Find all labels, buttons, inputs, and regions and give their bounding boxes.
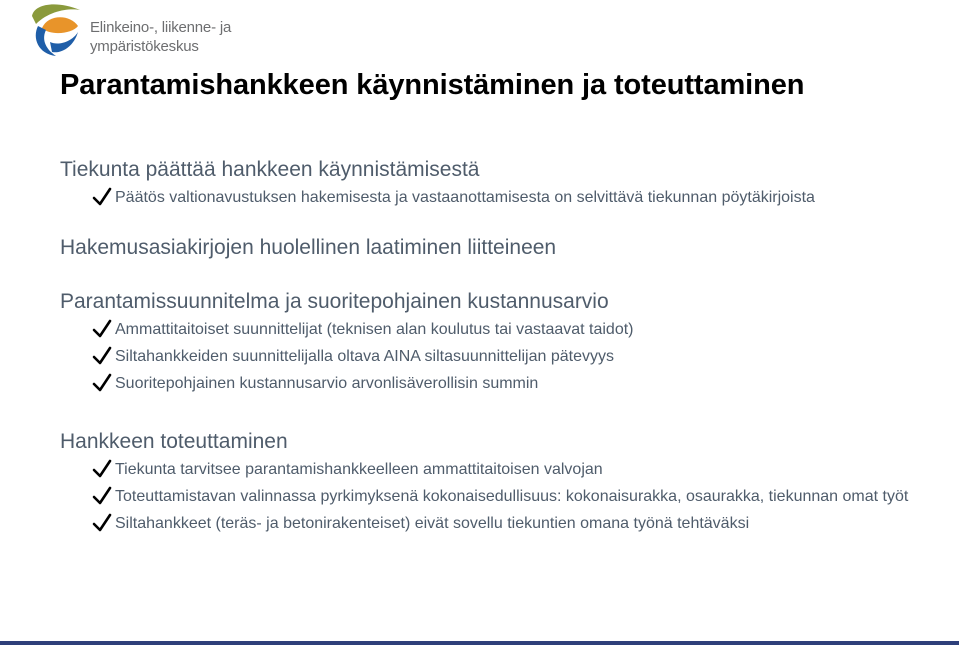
list-item-text: Tiekunta tarvitsee parantamishankkeelleen ammattitaitoisen valvojan — [115, 461, 603, 478]
section-heading: Hakemusasiakirjojen huolellinen laatiminen liitteineen — [60, 236, 557, 259]
check-list — [60, 319, 940, 395]
section-execution — [60, 429, 940, 535]
section-launch — [60, 157, 940, 209]
ely-logo — [28, 2, 258, 58]
checkmark-icon — [92, 373, 112, 393]
logo-line-2: ympäristökeskus — [90, 38, 199, 55]
ely-logo-icon — [28, 2, 86, 58]
section-heading: Tiekunta päättää hankkeen käynnistämisestä — [60, 158, 480, 181]
check-list — [60, 459, 940, 535]
checkmark-icon — [92, 486, 112, 506]
list-item-text: Suoritepohjainen kustannusarvio arvonlisäverollisin summin — [115, 375, 539, 392]
check-list — [60, 187, 940, 209]
checkmark-icon — [92, 346, 112, 366]
logo-line-1: Elinkeino-, liikenne- ja — [90, 19, 232, 36]
list-item — [60, 187, 940, 209]
list-item-text: Päätös valtionavustuksen hakemisesta ja vastaanottamisesta on selvittävä tiekunnan pöytäkirjoista — [115, 189, 815, 206]
list-item-text: Siltahankkeiden suunnittelijalla oltava AINA siltasuunnittelijan pätevyys — [115, 348, 614, 365]
checkmark-icon — [92, 319, 112, 339]
section-plan — [60, 289, 940, 395]
logo-text — [90, 18, 231, 56]
list-item-text: Siltahankkeet (teräs- ja betonirakenteiset) eivät sovellu tiekuntien omana työnä tehtäväksi — [115, 515, 750, 532]
list-item — [60, 486, 940, 508]
page-title: Parantamishankkeen käynnistäminen ja toteuttaminen — [60, 69, 805, 101]
list-item-text: Toteuttamistavan valinnassa pyrkimyksenä kokonaisedullisuus: kokonaisurakka, osaurakka, tiekunnan omat työt — [115, 488, 909, 505]
checkmark-icon — [92, 187, 112, 207]
list-item — [60, 346, 940, 368]
section-documents — [60, 235, 940, 261]
list-item — [60, 319, 940, 341]
footer-divider — [0, 641, 959, 645]
checkmark-icon — [92, 459, 112, 479]
list-item — [60, 459, 940, 481]
section-heading: Hankkeen toteuttaminen — [60, 430, 288, 453]
checkmark-icon — [92, 513, 112, 533]
section-heading: Parantamissuunnitelma ja suoritepohjainen kustannusarvio — [60, 290, 609, 313]
list-item — [60, 373, 940, 395]
list-item-text: Ammattitaitoiset suunnittelijat (teknisen alan koulutus tai vastaavat taidot) — [115, 321, 634, 338]
slide-content — [60, 157, 940, 540]
list-item — [60, 513, 940, 535]
